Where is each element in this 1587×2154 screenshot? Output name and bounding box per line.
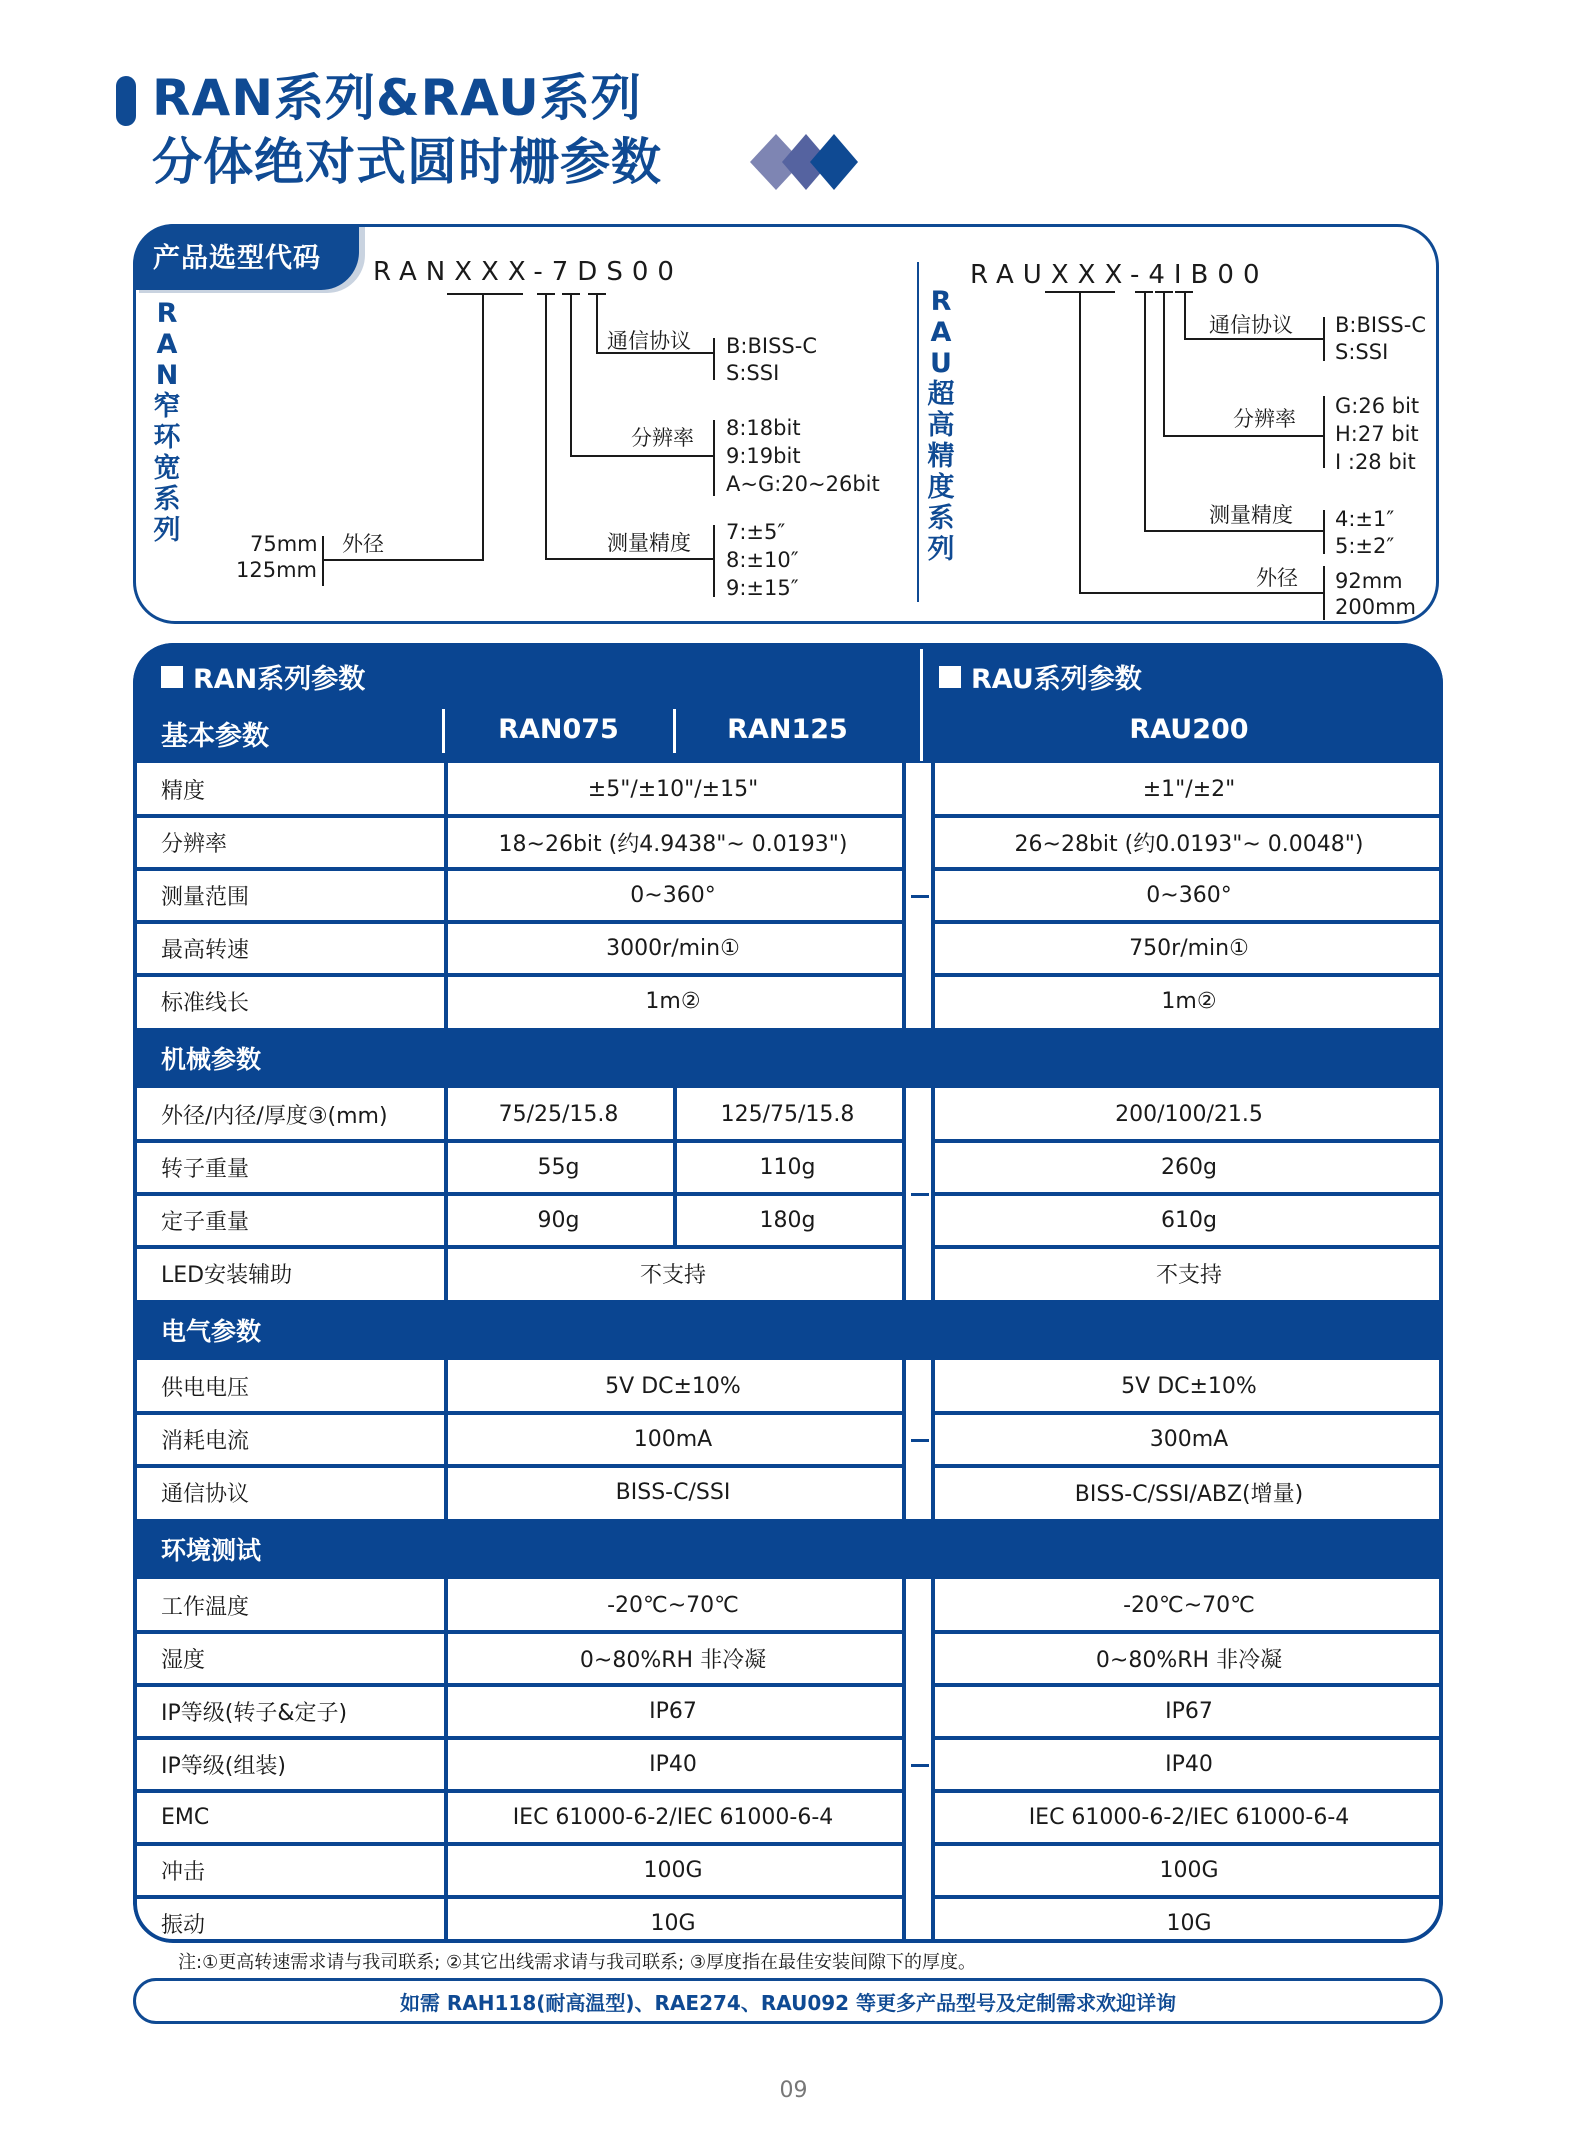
table-row	[133, 1897, 1443, 1943]
ran-diameter-option: 75mm	[250, 532, 318, 556]
row-divider	[133, 1464, 902, 1468]
ran-value: 100mA	[444, 1413, 902, 1466]
row-divider	[935, 1139, 1443, 1143]
row-label: 工作温度	[133, 1579, 444, 1632]
row-label: 测量范围	[133, 869, 444, 922]
table-row	[133, 1579, 1443, 1632]
rau-series-vertical-name: R A U 超 高 精 度 系 列	[927, 286, 955, 565]
section-band: 电气参数	[133, 1300, 1443, 1360]
column-divider	[444, 1360, 448, 1519]
ran-accuracy-option: 9:±15″	[726, 576, 799, 600]
rau-value: ±1"/±2"	[935, 763, 1443, 816]
row-label: 最高转速	[133, 922, 444, 975]
row-divider	[133, 814, 902, 818]
row-divider	[133, 1789, 902, 1793]
rau-value: -20℃~70℃	[935, 1579, 1443, 1632]
row-label: 精度	[133, 763, 444, 816]
column-divider	[931, 763, 935, 1028]
rau-resolution-option: H:27 bit	[1335, 422, 1419, 446]
table-row	[133, 1360, 1443, 1413]
rau-value: 5V DC±10%	[935, 1360, 1443, 1413]
row-label: EMC	[133, 1791, 444, 1844]
selection-tab	[133, 224, 359, 290]
row-label: IP等级(组装)	[133, 1738, 444, 1791]
rau-branch-diameter-label: 外径	[1256, 566, 1298, 590]
column-divider	[931, 1579, 935, 1943]
column-divider	[902, 1360, 906, 1519]
row-divider	[133, 1245, 902, 1249]
ran-value: 5V DC±10%	[444, 1360, 902, 1413]
rau-value: 750r/min①	[935, 922, 1443, 975]
row-label: 外径/内径/厚度③(mm)	[133, 1088, 444, 1141]
table-row	[133, 816, 1443, 869]
column-divider	[902, 763, 906, 1028]
table-row	[133, 1685, 1443, 1738]
ran-value: 0~360°	[444, 869, 902, 922]
table-row	[133, 1466, 1443, 1519]
column-header-ran125: RAN125	[727, 714, 848, 745]
rau-value: 0~80%RH 非冷凝	[935, 1632, 1443, 1685]
column-header-basic: 基本参数	[161, 721, 269, 752]
ran075-value: 75/25/15.8	[444, 1088, 673, 1141]
rau-accuracy-option: 4:±1″	[1335, 507, 1395, 531]
column-divider	[673, 1194, 677, 1247]
row-divider	[935, 1411, 1443, 1415]
rau-value: IP67	[935, 1685, 1443, 1738]
rau-value: IEC 61000-6-2/IEC 61000-6-4	[935, 1791, 1443, 1844]
series-header-divider	[920, 649, 923, 761]
table-row	[133, 1247, 1443, 1300]
ran-branch-accuracy-label: 测量精度	[607, 531, 691, 555]
row-label: 分辨率	[133, 816, 444, 869]
spec-table	[133, 643, 1443, 1943]
ran-value: 1m②	[444, 975, 902, 1028]
ran-value: 10G	[444, 1897, 902, 1943]
square-bullet-icon	[161, 666, 183, 688]
table-row	[133, 1141, 1443, 1194]
row-label: 转子重量	[133, 1141, 444, 1194]
rau-value: BISS-C/SSI/ABZ(增量)	[935, 1466, 1443, 1519]
row-divider	[133, 1895, 902, 1899]
ran125-value: 110g	[673, 1141, 902, 1194]
page-number: 09	[779, 2078, 808, 2103]
row-divider	[935, 1895, 1443, 1899]
row-divider	[133, 973, 902, 977]
ran-series-title: RAN系列参数	[161, 657, 365, 696]
ran-resolution-option: A~G:20~26bit	[726, 472, 880, 496]
table-row	[133, 1632, 1443, 1685]
row-label: IP等级(转子&定子)	[133, 1685, 444, 1738]
row-divider	[133, 1192, 902, 1196]
rau-value: 0~360°	[935, 869, 1443, 922]
rau-value: 260g	[935, 1141, 1443, 1194]
rau-value: 不支持	[935, 1247, 1443, 1300]
ran-accuracy-option: 7:±5″	[726, 520, 786, 544]
ran-model-code: RANXXX-7DS00	[373, 257, 683, 287]
ran-series-vertical-name: R A N 窄 环 宽 系 列	[153, 298, 181, 546]
ran-value: ±5"/±10"/±15"	[444, 763, 902, 816]
rau-branch-accuracy-label: 测量精度	[1209, 503, 1293, 527]
ran-accuracy-option: 8:±10″	[726, 548, 799, 572]
table-row	[133, 1088, 1443, 1141]
column-divider	[444, 1579, 448, 1943]
not-applicable-dash	[911, 1439, 929, 1442]
footnote: 注:①更高转速需求请与我司联系; ②其它出线需求请与我司联系; ③厚度指在最佳安装间隙下的厚度。	[178, 1952, 977, 1973]
row-divider	[935, 1464, 1443, 1468]
ran-value: IP67	[444, 1685, 902, 1738]
not-applicable-dash	[911, 1764, 929, 1767]
table-row	[133, 922, 1443, 975]
row-label: 湿度	[133, 1632, 444, 1685]
rau-value: IP40	[935, 1738, 1443, 1791]
ran-value: 18~26bit (约4.9438"~ 0.0193")	[444, 816, 902, 869]
ran075-value: 55g	[444, 1141, 673, 1194]
ran-value: 3000r/min①	[444, 922, 902, 975]
row-label: 供电电压	[133, 1360, 444, 1413]
rau-diameter-option: 92mm	[1335, 569, 1403, 593]
rau-value: 300mA	[935, 1413, 1443, 1466]
ran-diameter-option: 125mm	[236, 558, 317, 582]
table-row	[133, 763, 1443, 816]
rau-resolution-option: G:26 bit	[1335, 394, 1420, 418]
title-accent-bar	[116, 76, 136, 126]
ran-branch-diameter-label: 外径	[342, 532, 384, 556]
square-bullet-icon	[939, 666, 961, 688]
rau-branch-protocol-label: 通信协议	[1209, 313, 1293, 337]
triple-diamond-icon	[750, 134, 870, 190]
selection-divider	[917, 262, 919, 602]
ran-value: 不支持	[444, 1247, 902, 1300]
ran-value: 0~80%RH 非冷凝	[444, 1632, 902, 1685]
row-divider	[935, 1192, 1443, 1196]
column-header-ran075: RAN075	[498, 714, 619, 745]
row-divider	[935, 1842, 1443, 1846]
rau-accuracy-option: 5:±2″	[1335, 534, 1395, 558]
row-divider	[935, 1789, 1443, 1793]
not-applicable-dash	[911, 895, 929, 898]
row-divider	[133, 1842, 902, 1846]
rau-value: 200/100/21.5	[935, 1088, 1443, 1141]
column-divider	[673, 1088, 677, 1141]
table-row	[133, 869, 1443, 922]
table-row	[133, 1194, 1443, 1247]
ran-protocol-option: S:SSI	[726, 361, 780, 385]
table-row	[133, 1844, 1443, 1897]
ran-branch-resolution-label: 分辨率	[631, 426, 694, 450]
rau-diameter-option: 200mm	[1335, 595, 1416, 619]
row-divider	[935, 1245, 1443, 1249]
ran125-value: 180g	[673, 1194, 902, 1247]
more-products-banner: 如需 RAH118(耐高温型)、RAE274、RAU092 等更多产品型号及定制需求欢迎详询	[133, 1978, 1443, 2024]
page-title-line1: RAN系列&RAU系列	[152, 69, 642, 127]
row-divider	[935, 973, 1443, 977]
rau-protocol-option: B:BISS-C	[1335, 313, 1426, 337]
row-label: 振动	[133, 1897, 444, 1943]
column-divider	[931, 1088, 935, 1300]
row-label: 消耗电流	[133, 1413, 444, 1466]
column-header-rau200: RAU200	[1129, 714, 1249, 745]
row-label: 标准线长	[133, 975, 444, 1028]
column-divider	[931, 1360, 935, 1519]
row-divider	[935, 920, 1443, 924]
ran-value: IEC 61000-6-2/IEC 61000-6-4	[444, 1791, 902, 1844]
row-divider	[133, 1139, 902, 1143]
column-divider	[902, 1579, 906, 1943]
table-row	[133, 975, 1443, 1028]
row-label: LED安装辅助	[133, 1247, 444, 1300]
rau-value: 610g	[935, 1194, 1443, 1247]
column-divider	[902, 1088, 906, 1300]
row-label: 冲击	[133, 1844, 444, 1897]
row-divider	[935, 1736, 1443, 1740]
ran-resolution-option: 9:19bit	[726, 444, 801, 468]
column-divider	[673, 1141, 677, 1194]
rau-value: 10G	[935, 1897, 1443, 1943]
ran075-value: 90g	[444, 1194, 673, 1247]
row-divider	[935, 814, 1443, 818]
table-row	[133, 1738, 1443, 1791]
rau-series-title: RAU系列参数	[939, 657, 1142, 696]
rau-value: 26~28bit (约0.0193"~ 0.0048")	[935, 816, 1443, 869]
rau-resolution-option: I :28 bit	[1335, 450, 1416, 474]
ran-value: IP40	[444, 1738, 902, 1791]
ran-resolution-option: 8:18bit	[726, 416, 801, 440]
not-applicable-dash	[911, 1193, 929, 1196]
row-label: 通信协议	[133, 1466, 444, 1519]
row-divider	[133, 1736, 902, 1740]
table-row	[133, 1413, 1443, 1466]
ran-branch-protocol-label: 通信协议	[607, 329, 691, 353]
ran-value: -20℃~70℃	[444, 1579, 902, 1632]
row-divider	[133, 920, 902, 924]
row-divider	[133, 1630, 902, 1634]
table-row	[133, 1791, 1443, 1844]
rau-branch-resolution-label: 分辨率	[1233, 407, 1296, 431]
column-divider	[444, 763, 448, 1028]
ran-value: BISS-C/SSI	[444, 1466, 902, 1519]
rau-protocol-option: S:SSI	[1335, 340, 1389, 364]
rau-value: 100G	[935, 1844, 1443, 1897]
row-label: 定子重量	[133, 1194, 444, 1247]
row-divider	[133, 1411, 902, 1415]
rau-value: 1m②	[935, 975, 1443, 1028]
ran-protocol-option: B:BISS-C	[726, 334, 817, 358]
row-divider	[133, 1683, 902, 1687]
section-band: 机械参数	[133, 1028, 1443, 1088]
ran-value: 100G	[444, 1844, 902, 1897]
rau-model-code: RAUXXX-4IB00	[970, 260, 1269, 290]
section-band: 环境测试	[133, 1519, 1443, 1579]
row-divider	[133, 867, 902, 871]
column-divider	[444, 1088, 448, 1300]
row-divider	[935, 1630, 1443, 1634]
row-divider	[935, 1683, 1443, 1687]
selection-tab-label: 产品选型代码	[153, 243, 321, 274]
page-title-line2: 分体绝对式圆时栅参数	[152, 133, 662, 191]
ran125-value: 125/75/15.8	[673, 1088, 902, 1141]
row-divider	[935, 867, 1443, 871]
